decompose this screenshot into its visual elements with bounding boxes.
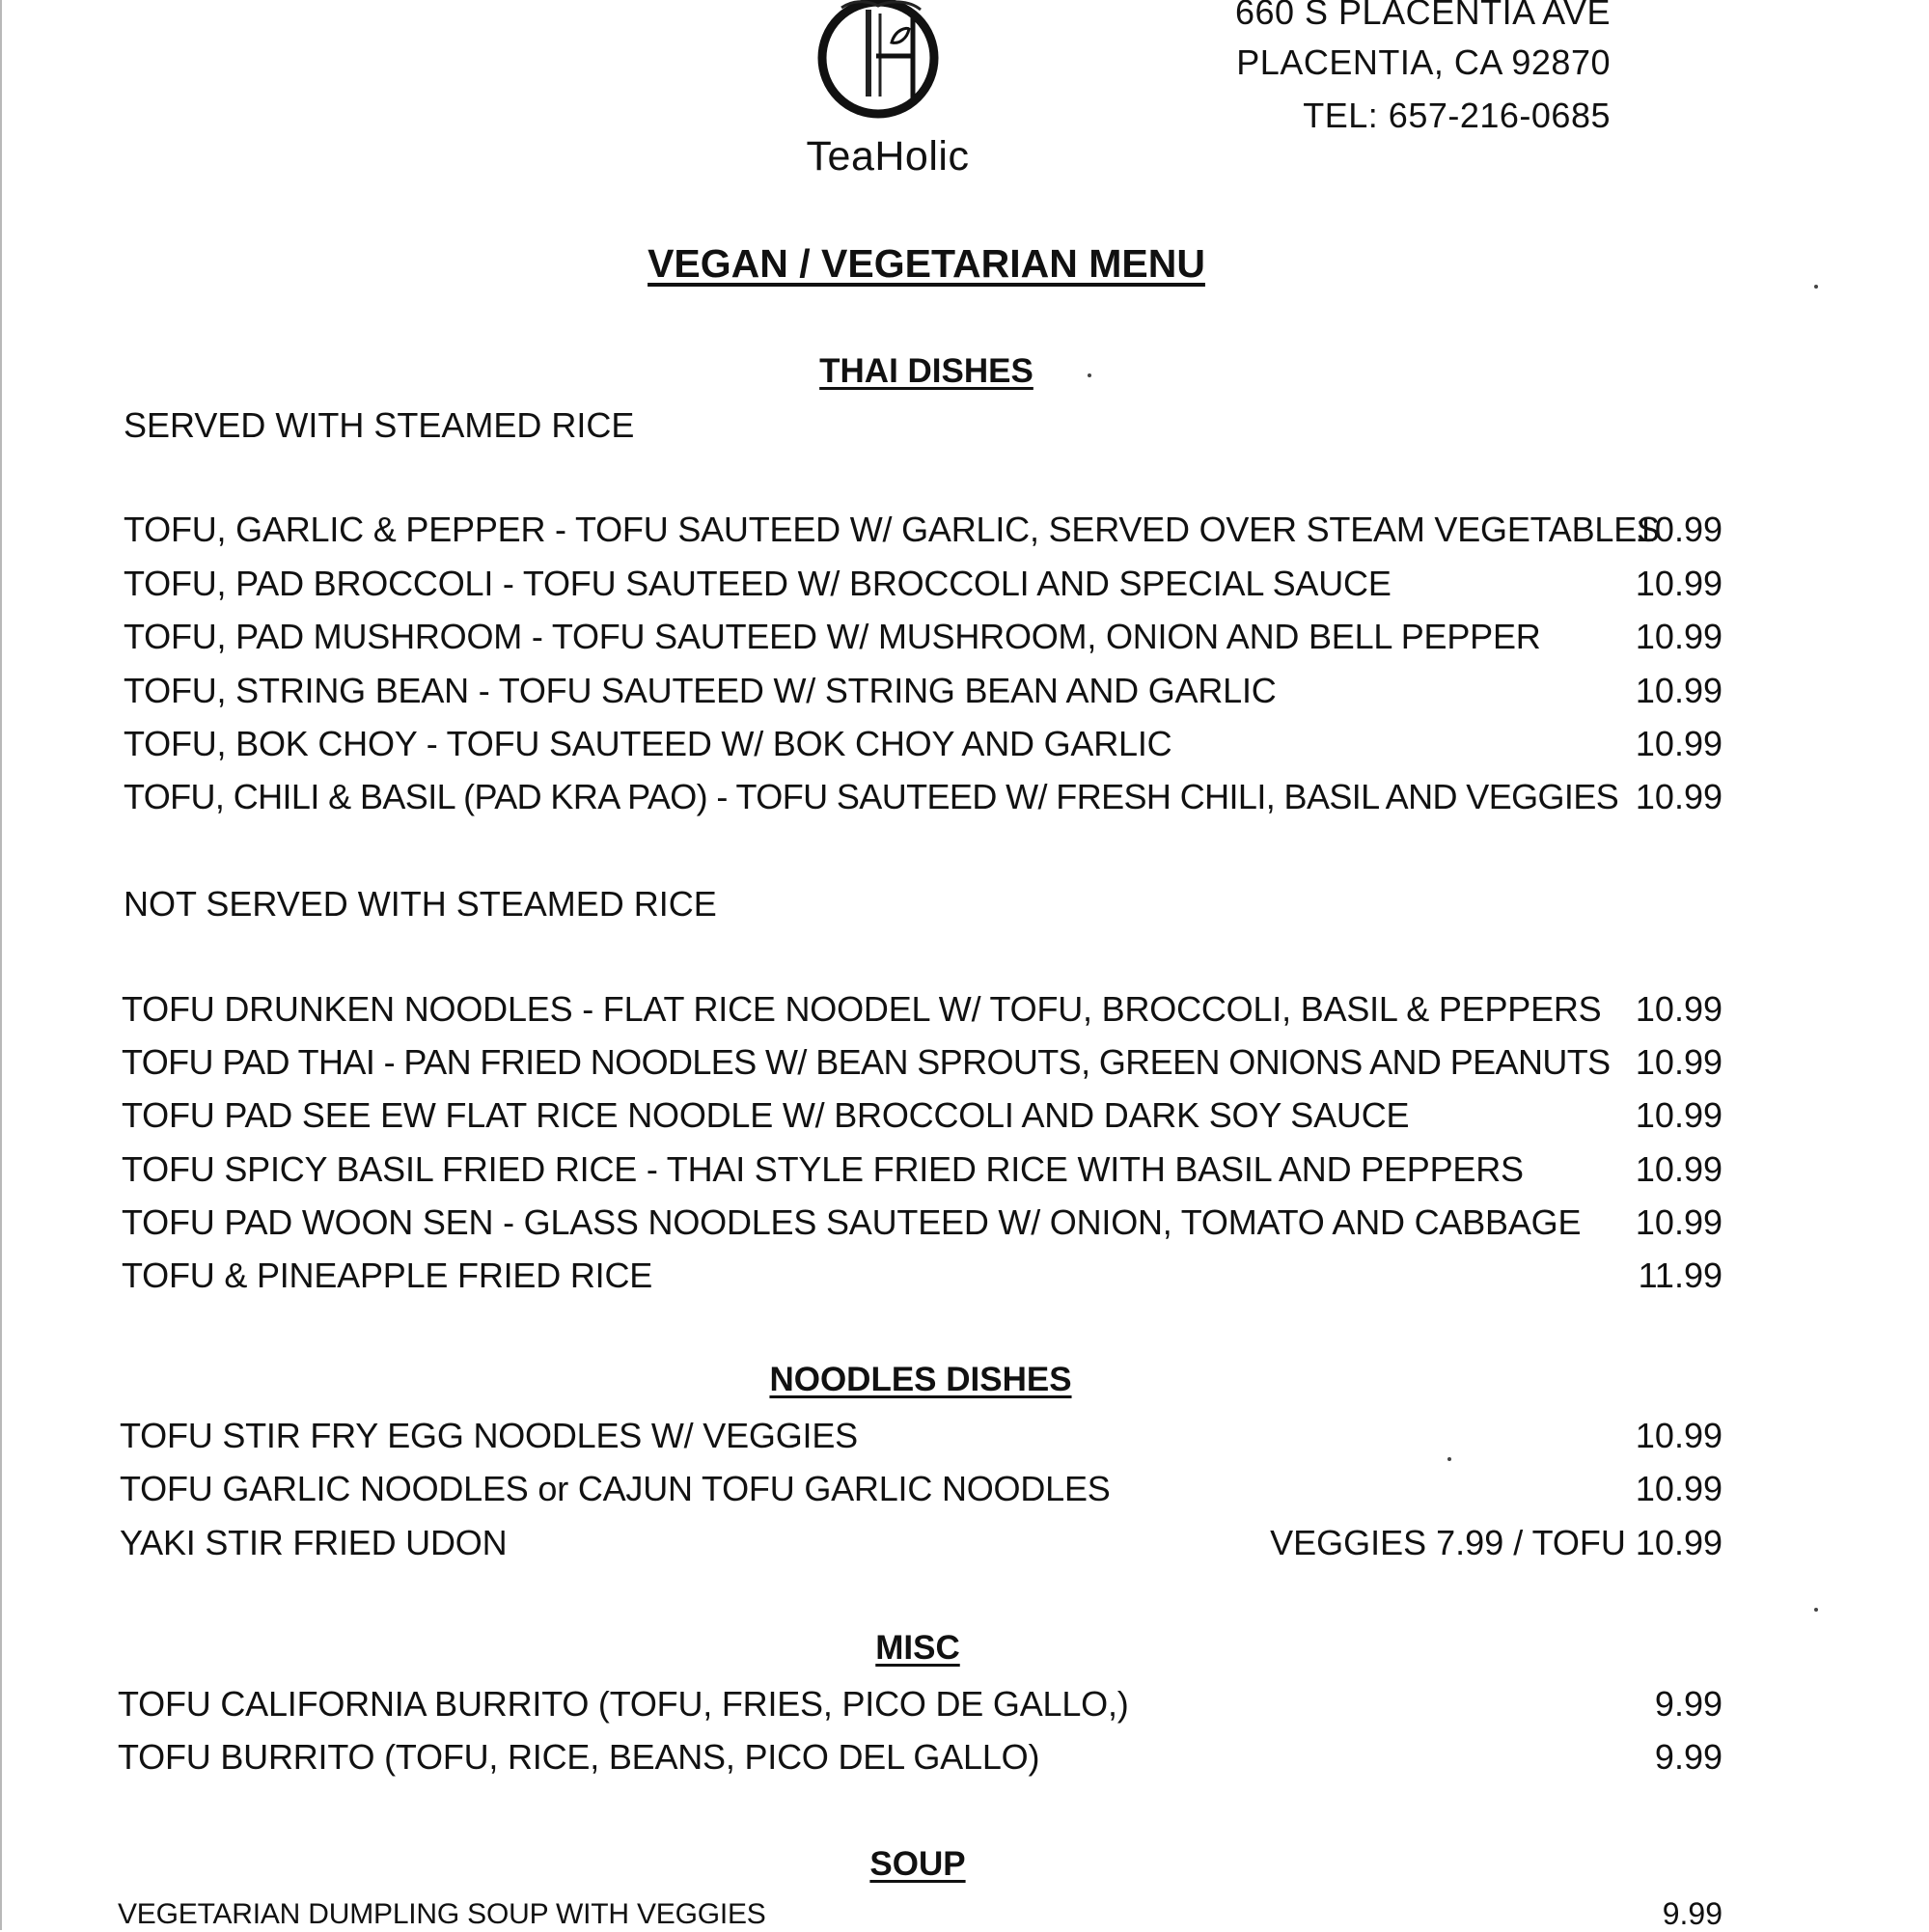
address-line-1: 660 S PLACENTIA AVE [1234, 0, 1611, 32]
menu-item-name: TOFU CALIFORNIA BURRITO (TOFU, FRIES, PICO DE GALLO,) [118, 1684, 1129, 1724]
menu-item-price: 10.99 [1635, 617, 1722, 656]
menu-item-name: TOFU PAD SEE EW FLAT RICE NOODLE W/ BROCCOLI AND DARK SOY SAUCE [122, 1095, 1410, 1135]
menu-item-name: TOFU PAD THAI - PAN FRIED NOODLES W/ BEAN SPROUTS, GREEN ONIONS AND PEANUTS [122, 1042, 1611, 1082]
menu-item-price: VEGGIES 7.99 / TOFU 10.99 [1270, 1523, 1722, 1562]
menu-item-price: 11.99 [1638, 1256, 1722, 1295]
menu-item-price: 10.99 [1635, 510, 1722, 549]
menu-item-price: 10.99 [1635, 1095, 1722, 1135]
scan-edge-line [0, 0, 2, 1930]
served-with-rice-label: SERVED WITH STEAMED RICE [124, 405, 635, 445]
not-served-with-rice-label: NOT SERVED WITH STEAMED RICE [124, 884, 717, 924]
scan-speck [1088, 373, 1091, 377]
menu-item-name: TOFU, PAD MUSHROOM - TOFU SAUTEED W/ MUSHROOM, ONION AND BELL PEPPER [124, 617, 1541, 656]
menu-item-price: 10.99 [1635, 564, 1722, 603]
phone-number: TEL: 657-216-0685 [1303, 96, 1611, 135]
menu-item-name: TOFU, GARLIC & PEPPER - TOFU SAUTEED W/ GARLIC, SERVED OVER STEAM VEGETABLES [124, 510, 1660, 549]
menu-item-price: 9.99 [1654, 1684, 1722, 1724]
scan-speck [1447, 1457, 1451, 1461]
menu-item-price: 10.99 [1635, 1469, 1722, 1508]
menu-item-name: TOFU STIR FRY EGG NOODLES W/ VEGGIES [120, 1416, 858, 1455]
noodles-dishes-heading: NOODLES DISHES [769, 1361, 1072, 1398]
menu-item-price: 9.99 [1654, 1737, 1722, 1777]
menu-item-name: TOFU BURRITO (TOFU, RICE, BEANS, PICO DEL GALLO) [118, 1737, 1040, 1777]
menu-item-price: 10.99 [1635, 1149, 1722, 1189]
brand-name: TeaHolic [806, 133, 970, 179]
menu-item-name: TOFU GARLIC NOODLES or CAJUN TOFU GARLIC NOODLES [120, 1469, 1111, 1508]
address-line-2: PLACENTIA, CA 92870 [1236, 42, 1611, 82]
menu-item-name: TOFU & PINEAPPLE FRIED RICE [122, 1256, 653, 1295]
scan-speck [1814, 1608, 1818, 1612]
menu-item-name: YAKI STIR FRIED UDON [120, 1523, 508, 1562]
menu-item-price: 9.99 [1662, 1896, 1722, 1931]
menu-item-name: TOFU PAD WOON SEN - GLASS NOODLES SAUTEED W/ ONION, TOMATO AND CABBAGE [122, 1202, 1582, 1242]
menu-item-price: 10.99 [1635, 1042, 1722, 1082]
menu-item-name: TOFU, BOK CHOY - TOFU SAUTEED W/ BOK CHOY AND GARLIC [124, 724, 1172, 763]
menu-item-price: 10.99 [1635, 777, 1722, 816]
menu-item-name: TOFU DRUNKEN NOODLES - FLAT RICE NOODEL W/ TOFU, BROCCOLI, BASIL & PEPPERS [122, 989, 1602, 1029]
menu-item-price: 10.99 [1635, 724, 1722, 763]
menu-item-name: VEGETARIAN DUMPLING SOUP WITH VEGGIES [118, 1898, 766, 1930]
menu-item-price: 10.99 [1635, 671, 1722, 710]
teaholic-logo-icon [813, 0, 944, 124]
menu-item-name: TOFU SPICY BASIL FRIED RICE - THAI STYLE FRIED RICE WITH BASIL AND PEPPERS [122, 1149, 1524, 1189]
menu-title: VEGAN / VEGETARIAN MENU [648, 241, 1205, 286]
soup-heading: SOUP [869, 1845, 966, 1883]
menu-item-price: 10.99 [1635, 989, 1722, 1029]
thai-dishes-heading: THAI DISHES [819, 352, 1033, 390]
menu-item-name: TOFU, PAD BROCCOLI - TOFU SAUTEED W/ BROCCOLI AND SPECIAL SAUCE [124, 564, 1392, 603]
misc-heading: MISC [875, 1629, 960, 1667]
menu-item-name: TOFU, CHILI & BASIL (PAD KRA PAO) - TOFU SAUTEED W/ FRESH CHILI, BASIL AND VEGGIES [124, 777, 1619, 816]
menu-item-price: 10.99 [1635, 1416, 1722, 1455]
scan-speck [1814, 285, 1818, 289]
menu-item-name: TOFU, STRING BEAN - TOFU SAUTEED W/ STRING BEAN AND GARLIC [124, 671, 1277, 710]
menu-item-price: 10.99 [1635, 1202, 1722, 1242]
